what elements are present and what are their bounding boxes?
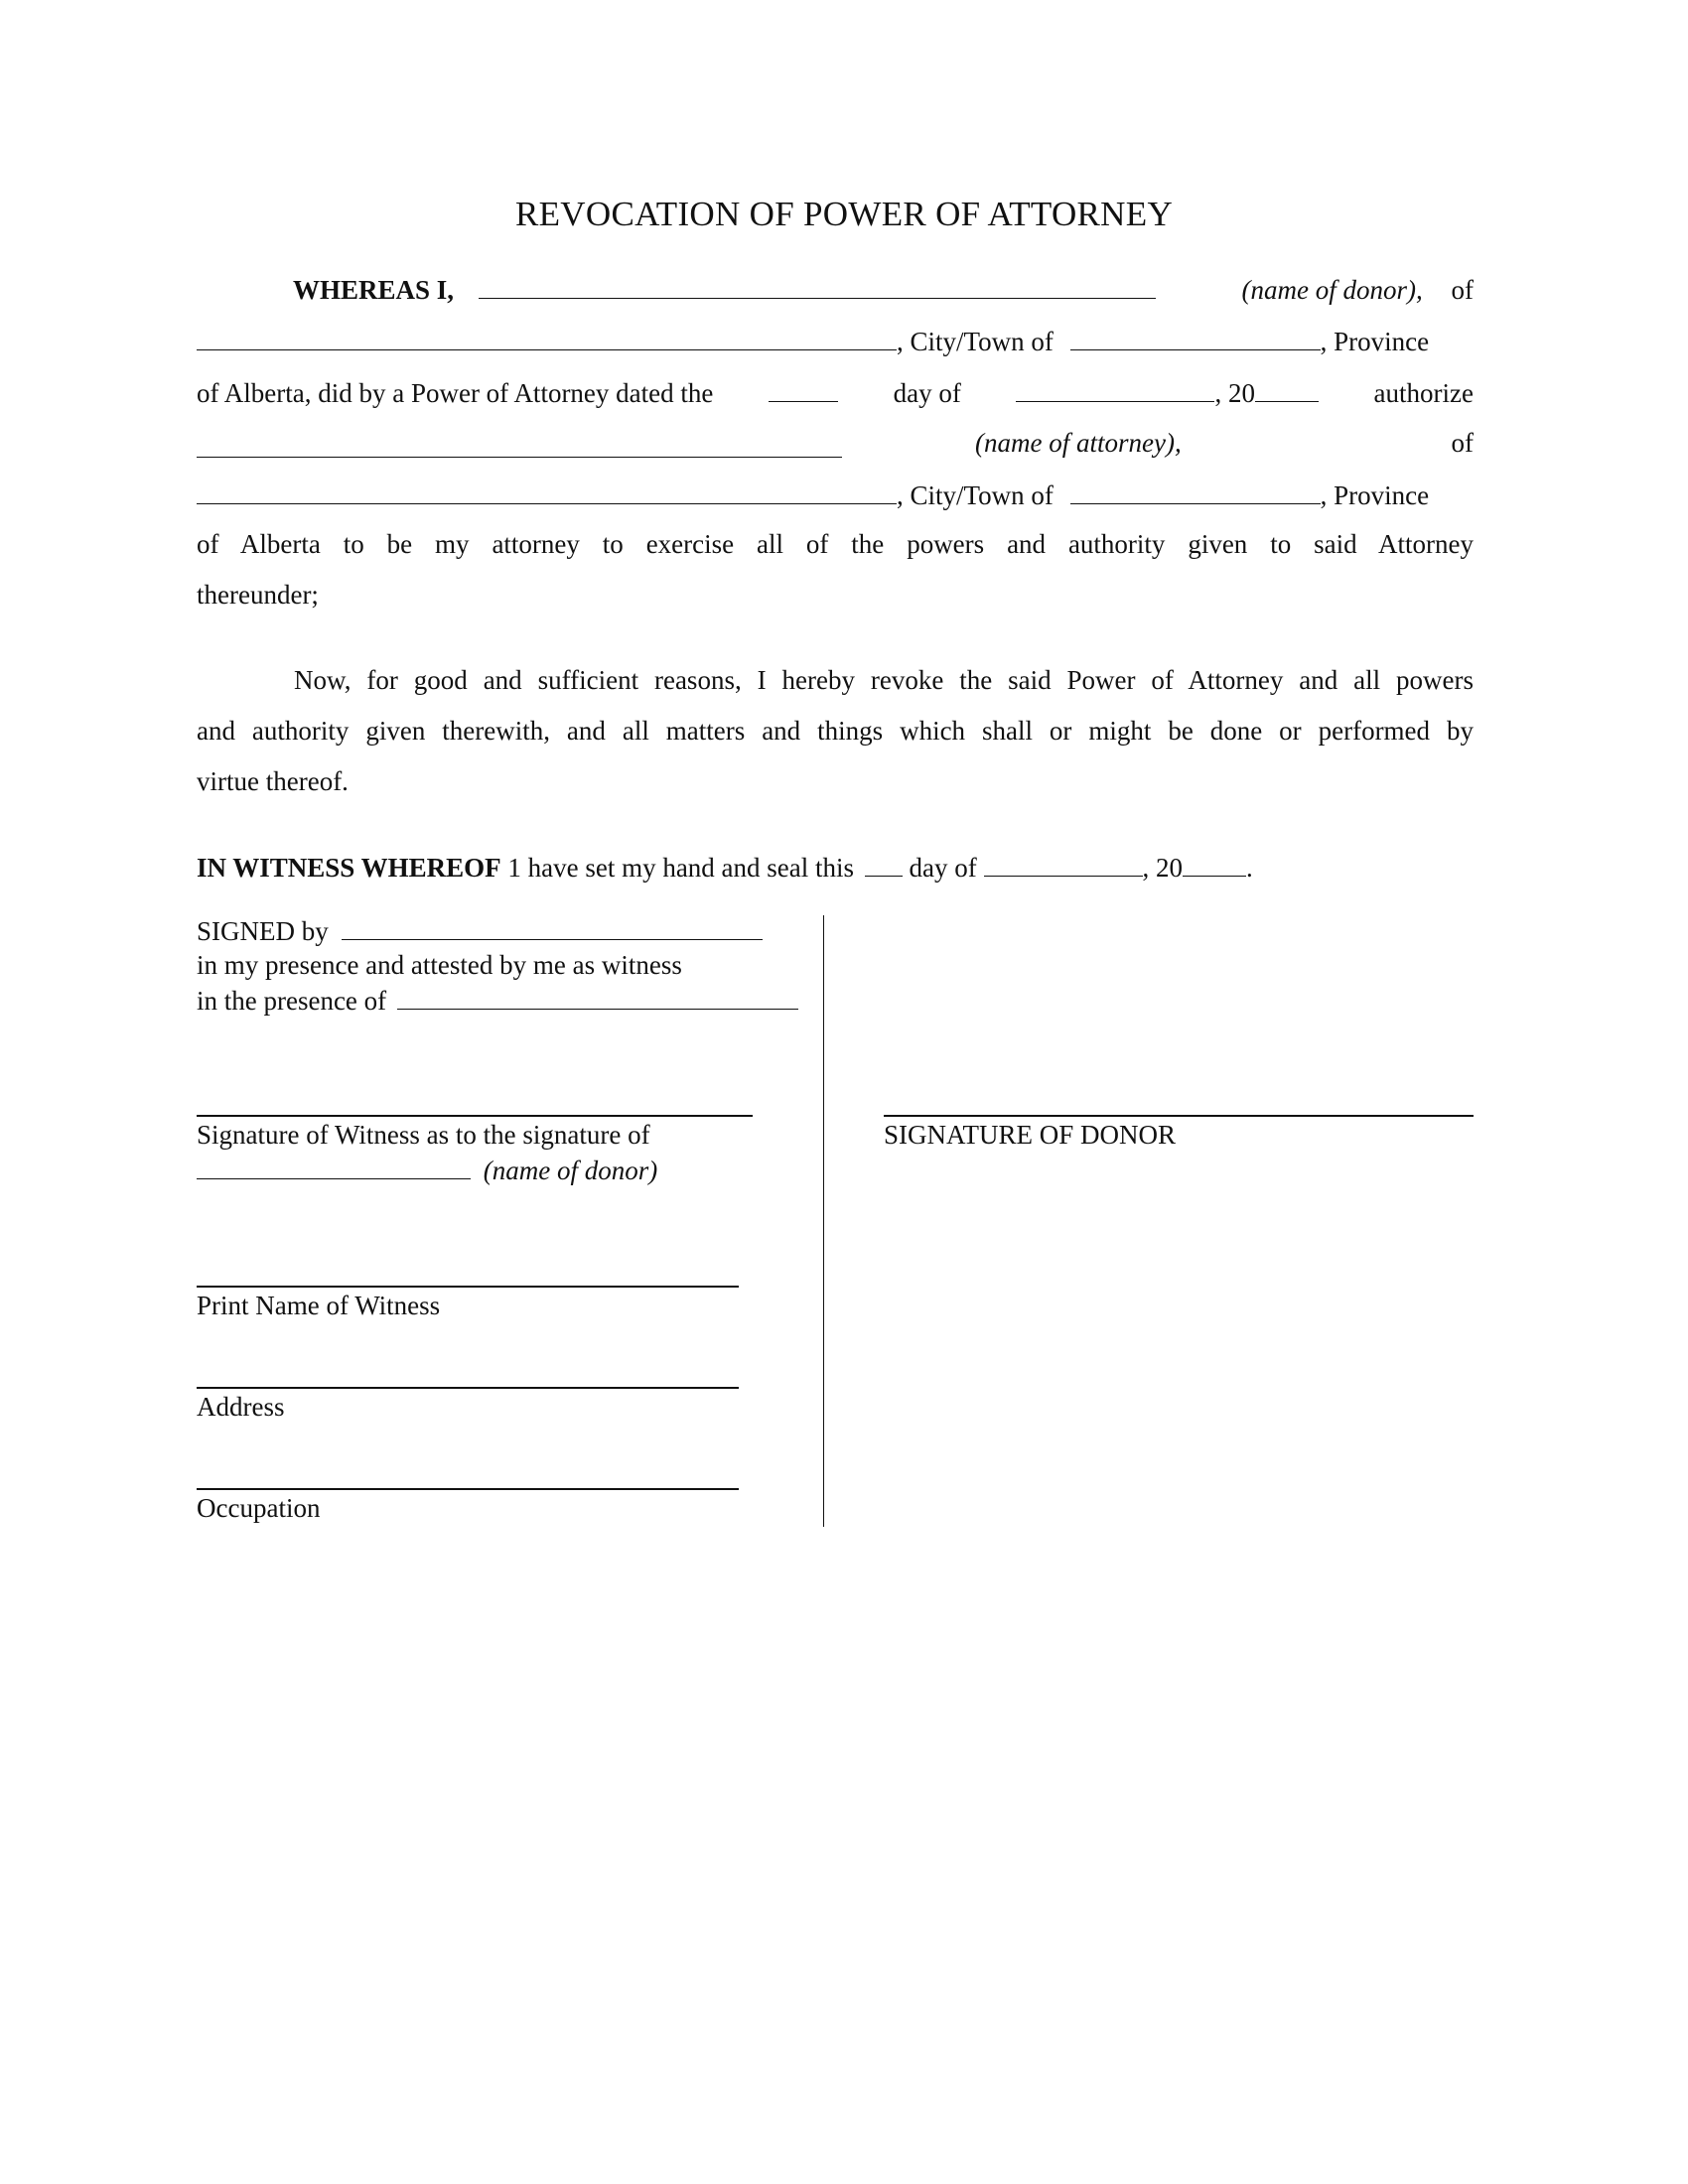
seal-month-blank[interactable] <box>984 846 1143 877</box>
document-title: REVOCATION OF POWER OF ATTORNEY <box>514 195 1174 233</box>
seal-end: . <box>1246 853 1253 883</box>
witness-text: 1 have set my hand and seal this <box>500 853 855 883</box>
presence-line: in my presence and attested by me as witness <box>197 950 682 980</box>
in-presence-of-blank[interactable] <box>397 983 798 1010</box>
whereas-line-1 <box>197 268 1474 308</box>
witness-signature-rule[interactable] <box>197 1115 753 1117</box>
seal-day-blank[interactable] <box>865 846 903 877</box>
signed-by-line <box>197 913 763 948</box>
city-town-label: , City/Town of <box>897 327 1054 356</box>
signature-of-donor-label: SIGNATURE OF DONOR <box>884 1120 1177 1150</box>
of-word-2: of <box>1451 428 1474 458</box>
revoke-line-2: and authority given therewith, and all matters and things which shall or might be done or performed by <box>197 716 1474 746</box>
name-of-donor-hint-2: (name of donor) <box>483 1156 658 1185</box>
whereas-line-2 <box>197 320 1474 359</box>
sig-witness-donor-line <box>197 1153 657 1187</box>
address-rule[interactable] <box>197 1387 739 1389</box>
sig-witness-label: Signature of Witness as to the signature of <box>197 1120 650 1150</box>
signed-by-label: SIGNED by <box>197 916 329 946</box>
attorney-name-blank[interactable] <box>197 427 842 458</box>
revoke-line-3: virtue thereof. <box>197 766 349 796</box>
name-of-donor-hint: (name of donor), <box>1241 275 1423 305</box>
seal-day-of-label: day of <box>909 853 977 883</box>
poa-day-blank[interactable] <box>769 371 838 402</box>
whereas-line-4 <box>197 423 1474 463</box>
donor-name-blank[interactable] <box>479 268 1156 299</box>
in-presence-of-label: in the presence of <box>197 986 387 1016</box>
print-name-rule[interactable] <box>197 1286 739 1288</box>
whereas-line-7: thereunder; <box>197 580 319 610</box>
attorney-address-blank[interactable] <box>197 474 897 504</box>
donor-signature-rule[interactable] <box>884 1115 1474 1117</box>
name-of-attorney-hint: (name of attorney), <box>975 428 1182 458</box>
province-label: , Province <box>1320 327 1430 356</box>
seal-year-prefix: , 20 <box>1142 853 1184 883</box>
witness-lead: IN WITNESS WHEREOF <box>197 853 501 883</box>
print-name-label: Print Name of Witness <box>197 1291 441 1320</box>
poa-year-blank[interactable] <box>1255 371 1319 402</box>
attorney-city-blank[interactable] <box>1070 474 1321 504</box>
sig-witness-donor-blank[interactable] <box>197 1153 471 1179</box>
whereas-line-6: of Alberta to be my attorney to exercise all of the powers and authority given to said Attorney <box>197 529 1474 559</box>
poa-month-blank[interactable] <box>1016 371 1214 402</box>
witness-clause <box>197 846 1253 886</box>
year-prefix-label: , 20 <box>1214 378 1255 408</box>
donor-city-blank[interactable] <box>1070 320 1321 350</box>
whereas-lead: WHEREAS I, <box>293 275 455 305</box>
signed-by-blank[interactable] <box>342 913 763 940</box>
address-label: Address <box>197 1392 285 1422</box>
whereas-line-5 <box>197 474 1474 513</box>
occupation-rule[interactable] <box>197 1488 739 1490</box>
whereas-line-3 <box>197 371 1474 411</box>
seal-year-blank[interactable] <box>1183 846 1246 877</box>
province-label-2: , Province <box>1320 480 1430 510</box>
occupation-label: Occupation <box>197 1493 321 1523</box>
day-of-label: day of <box>893 378 961 408</box>
revoke-line-1: Now, for good and sufficient reasons, I hereby revoke the said Power of Attorney and all powers <box>294 665 1474 695</box>
of-word: of <box>1451 275 1474 305</box>
donor-address-blank[interactable] <box>197 320 897 350</box>
authorize-word: authorize <box>1373 378 1474 408</box>
in-presence-of-line <box>197 983 798 1018</box>
column-divider <box>823 915 824 1527</box>
of-alberta-did-text: of Alberta, did by a Power of Attorney dated the <box>197 378 714 408</box>
city-town-label-2: , City/Town of <box>897 480 1054 510</box>
